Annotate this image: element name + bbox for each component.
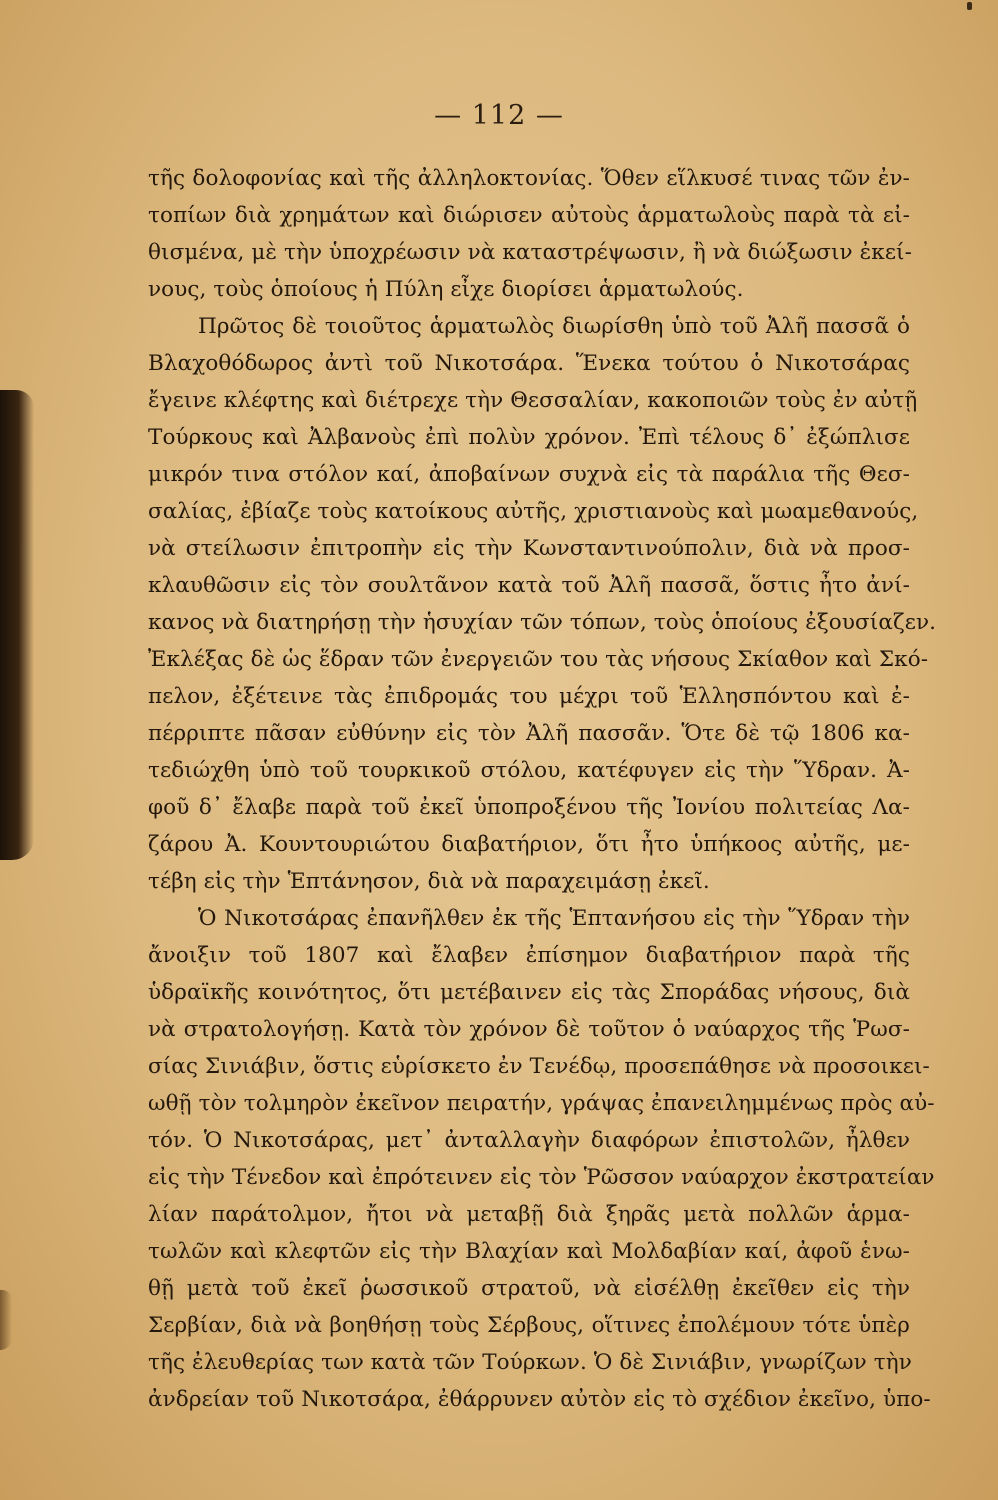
text-line: Πρῶτος δὲ τοιοῦτος ἁρματωλὸς διωρίσθη ὑπὸ τοῦ Ἀλῆ πασσᾶ ὁ — [198, 314, 910, 339]
paragraph — [148, 308, 937, 900]
text-line: πελον, ἐξέτεινε τὰς ἐπιδρομάς του μέχρι τοῦ Ἑλλησπόντου καὶ ἐ- — [148, 684, 910, 709]
body-text — [148, 160, 937, 1418]
text-line: ἔγεινε κλέφτης καὶ διέτρεχε τὴν Θεσσαλίαν, κακοποιῶν τοὺς ἐν αὐτῇ — [148, 388, 918, 413]
text-line: ωθῇ τὸν τολμηρὸν ἐκεῖνον πειρατήν, γράψας ἐπανειλημμένως πρὸς αὐ- — [148, 1091, 935, 1116]
text-line: τέβη εἰς τὴν Ἑπτάνησον, διὰ νὰ παραχειμάσῃ ἐκεῖ. — [148, 869, 710, 894]
text-line: ἀνδρείαν τοῦ Νικοτσάρα, ἐθάρρυνεν αὐτὸν εἰς τὸ σχέδιον ἐκεῖνο, ὑπο- — [148, 1387, 931, 1412]
page-edge-mark — [0, 1290, 12, 1350]
text-line: λίαν παράτολμον, ἤτοι νὰ μεταβῇ διὰ ξηρᾶς μετὰ πολλῶν ἁρμα- — [148, 1202, 910, 1227]
text-line: τῆς ἐλευθερίας των κατὰ τῶν Τούρκων. Ὁ δὲ Σινιάβιν, γνωρίζων τὴν — [148, 1350, 912, 1375]
text-line: κανος νὰ διατηρήσῃ τὴν ἡσυχίαν τῶν τόπων, τοὺς ὁποίους ἐξουσίαζεν. — [148, 610, 937, 635]
text-line: πέρριπτε πᾶσαν εὐθύνην εἰς τὸν Ἀλῆ πασσᾶν. Ὅτε δὲ τῷ 1806 κα- — [148, 721, 910, 746]
text-line: τόν. Ὁ Νικοτσάρας, μετ᾽ ἀνταλλαγὴν διαφόρων ἐπιστολῶν, ἦλθεν — [148, 1128, 910, 1153]
text-line: σαλίας, ἐβίαζε τοὺς κατοίκους αὐτῆς, χριστιανοὺς καὶ μωαμεθανούς, — [148, 499, 919, 524]
text-line: κλαυθῶσιν εἰς τὸν σουλτᾶνον κατὰ τοῦ Ἀλῆ πασσᾶ, ὅστις ἦτο ἀνί- — [148, 573, 910, 598]
text-line: Σερβίαν, διὰ νὰ βοηθήσῃ τοὺς Σέρβους, οἵτινες ἐπολέμουν τότε ὑπὲρ — [148, 1313, 910, 1338]
text-line: φοῦ δ᾽ ἔλαβε παρὰ τοῦ ἐκεῖ ὑποπροξένου τῆς Ἰονίου πολιτείας Λα- — [148, 795, 910, 820]
text-line: Βλαχοθόδωρος ἀντὶ τοῦ Νικοτσάρα. Ἕνεκα τούτου ὁ Νικοτσάρας — [148, 351, 910, 376]
text-line: θισμένα, μὲ τὴν ὑποχρέωσιν νὰ καταστρέψωσιν, ἢ νὰ διώξωσιν ἐκεί- — [148, 240, 912, 265]
text-line: εἰς τὴν Τένεδον καὶ ἐπρότεινεν εἰς τὸν Ῥῶσσον ναύαρχον ἐκστρατείαν — [148, 1165, 935, 1190]
text-line: ζάρου Ἀ. Κουντουριώτου διαβατήριον, ὅτι ἦτο ὑπήκοος αὐτῆς, με- — [148, 832, 910, 857]
text-line: τοπίων διὰ χρημάτων καὶ διώρισεν αὐτοὺς ἁρματωλοὺς παρὰ τὰ εἰ- — [148, 203, 910, 228]
ink-spot — [967, 2, 972, 10]
page-number: — 112 — — [434, 100, 564, 131]
text-line: τῆς δολοφονίας καὶ τῆς ἀλληλοκτονίας. Ὅθεν εἵλκυσέ τινας τῶν ἐν- — [148, 166, 910, 191]
text-line: ἄνοιξιν τοῦ 1807 καὶ ἔλαβεν ἐπίσημον διαβατήριον παρὰ τῆς — [148, 943, 910, 968]
text-line: νὰ στρατολογήσῃ. Κατὰ τὸν χρόνον δὲ τοῦτον ὁ ναύαρχος τῆς Ῥωσ- — [148, 1017, 910, 1042]
text-line: Ἐκλέξας δὲ ὡς ἕδραν τῶν ἐνεργειῶν του τὰς νήσους Σκίαθον καὶ Σκό- — [148, 647, 929, 672]
text-line: ὑδραϊκῆς κοινότητος, ὅτι μετέβαινεν εἰς τὰς Σποράδας νήσους, διὰ — [148, 980, 910, 1005]
paragraph — [148, 900, 935, 1418]
text-line: τεδιώχθη ὑπὸ τοῦ τουρκικοῦ στόλου, κατέφυγεν εἰς τὴν Ὕδραν. Ἀ- — [148, 758, 910, 783]
paragraph — [148, 160, 910, 308]
page-edge-stain — [0, 390, 34, 860]
text-line: σίας Σινιάβιν, ὅστις εὑρίσκετο ἐν Τενέδῳ, προσεπάθησε νὰ προσοικει- — [148, 1054, 930, 1079]
text-line: Τούρκους καὶ Ἀλβανοὺς ἐπὶ πολὺν χρόνον. Ἐπὶ τέλους δ᾽ ἐξώπλισε — [148, 425, 910, 450]
text-line: νὰ στείλωσιν ἐπιτροπὴν εἰς τὴν Κωνσταντινούπολιν, διὰ νὰ προσ- — [148, 536, 910, 561]
text-line: θῇ μετὰ τοῦ ἐκεῖ ῥωσσικοῦ στρατοῦ, νὰ εἰσέλθῃ ἐκεῖθεν εἰς τὴν — [148, 1276, 910, 1301]
text-line: μικρόν τινα στόλον καί, ἀποβαίνων συχνὰ εἰς τὰ παράλια τῆς Θεσ- — [148, 462, 910, 487]
text-line: νους, τοὺς ὁποίους ἡ Πύλη εἶχε διορίσει ἁρματωλούς. — [148, 277, 744, 302]
text-line: Ὁ Νικοτσάρας ἐπανῆλθεν ἐκ τῆς Ἑπτανήσου εἰς τὴν Ὕδραν τὴν — [198, 906, 910, 931]
text-line: τωλῶν καὶ κλεφτῶν εἰς τὴν Βλαχίαν καὶ Μολδαβίαν καί, ἀφοῦ ἑνω- — [148, 1239, 910, 1264]
